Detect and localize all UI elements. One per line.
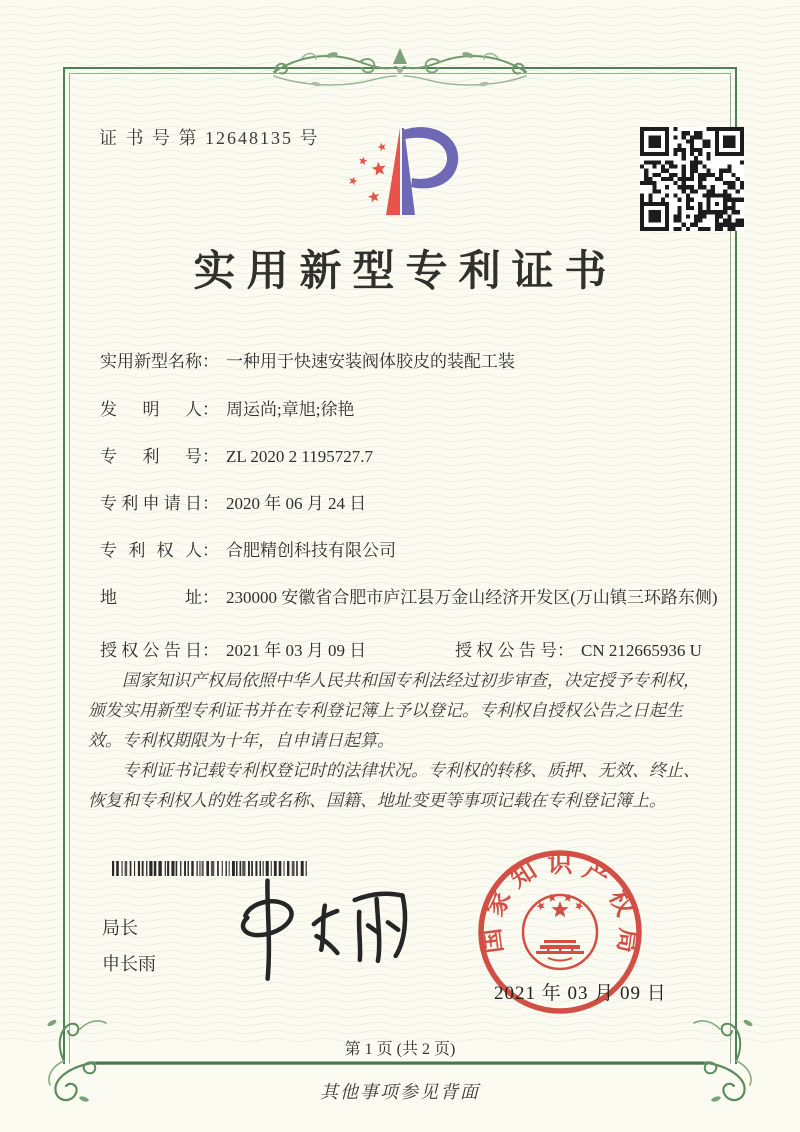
field-value: 周运尚;章旭;徐艳 bbox=[226, 400, 355, 419]
logo-stars bbox=[349, 143, 385, 203]
seal-agency-text: 国家知识产权局 bbox=[478, 851, 642, 955]
field-value: 一种用于快速安装阀体胶皮的装配工装 bbox=[226, 352, 515, 371]
page-number: 第 1 页 (共 2 页) bbox=[344, 1041, 456, 1058]
field-row-address: 地址 ： 230000 安徽省合肥市庐江县万金山经济开发区(万山镇三环路东侧) bbox=[100, 585, 720, 611]
cert-number: 证 书 号 第 12648135 号 bbox=[99, 128, 320, 148]
field-pair-grant-no: 授权公告号 ： CN 212665936 U bbox=[455, 638, 702, 664]
signer-block bbox=[102, 910, 156, 982]
field-label: 专利号 bbox=[100, 447, 202, 466]
ornament-crown bbox=[393, 48, 407, 64]
cnipa-logo-icon bbox=[343, 116, 477, 228]
field-label: 实用新型名称 bbox=[100, 352, 202, 371]
field-label: 发明人 bbox=[100, 400, 202, 419]
body-paragraph: 国家知识产权局依照中华人民共和国专利法经过初步审查，决定授予专利权，颁发实用新型专利证书并在专利登记簿上予以登记。专利权自授权公告之日起生效。专利权期限为十年，自申请日起算。 bbox=[88, 671, 700, 750]
seal-national-emblem bbox=[523, 894, 597, 969]
field-value: 2021 年 03 月 09 日 bbox=[226, 641, 367, 660]
legal-text-block bbox=[88, 666, 714, 816]
body-paragraph: 专利证书记载专利权登记时的法律状况。专利权的转移、质押、无效、终止、恢复和专利权人的姓名或名称、国籍、地址变更等事项记载在专利登记簿上。 bbox=[88, 761, 700, 810]
field-value: ZL 2020 2 1195727.7 bbox=[226, 447, 374, 466]
field-label: 专利权人 bbox=[100, 541, 202, 560]
director-signature bbox=[218, 872, 418, 982]
certificate-title: 实用新型专利证书 bbox=[193, 249, 618, 295]
field-row-filing-date: 专利申请日 ： 2020 年 06 月 24 日 bbox=[100, 491, 720, 517]
field-value: 230000 安徽省合肥市庐江县万金山经济开发区(万山镇三环路东侧) bbox=[226, 588, 718, 607]
field-value: 合肥精创科技有限公司 bbox=[226, 541, 396, 560]
field-row-patentee: 专利权人 ： 合肥精创科技有限公司 bbox=[100, 538, 720, 564]
field-row-grant: 授权公告日 ： 2021 年 03 月 09 日 授权公告号 ： CN 212665936 U bbox=[100, 638, 720, 664]
back-note: 其他事项参见背面 bbox=[320, 1082, 480, 1102]
director-name: 申长雨 bbox=[102, 954, 156, 974]
field-row-patent-no: 专利号 ： ZL 2020 2 1195727.7 bbox=[100, 444, 720, 470]
field-label: 地址 bbox=[100, 588, 202, 607]
field-value: CN 212665936 U bbox=[581, 641, 702, 660]
qr-code bbox=[640, 127, 744, 231]
field-label: 专利申请日 bbox=[100, 494, 202, 513]
top-ornament bbox=[272, 42, 528, 102]
field-label: 授权公告日 bbox=[100, 641, 202, 660]
field-row-inventors: 发明人 ： 周运尚;章旭;徐艳 bbox=[100, 397, 720, 423]
field-value: 2020 年 06 月 24 日 bbox=[226, 494, 367, 513]
field-label: 授权公告号 bbox=[455, 641, 557, 660]
seal-date: 2021 年 03 月 09 日 bbox=[494, 983, 667, 1004]
director-title: 局长 bbox=[102, 918, 138, 938]
field-row-name: 实用新型名称 ： 一种用于快速安装阀体胶皮的装配工装 bbox=[100, 349, 720, 375]
